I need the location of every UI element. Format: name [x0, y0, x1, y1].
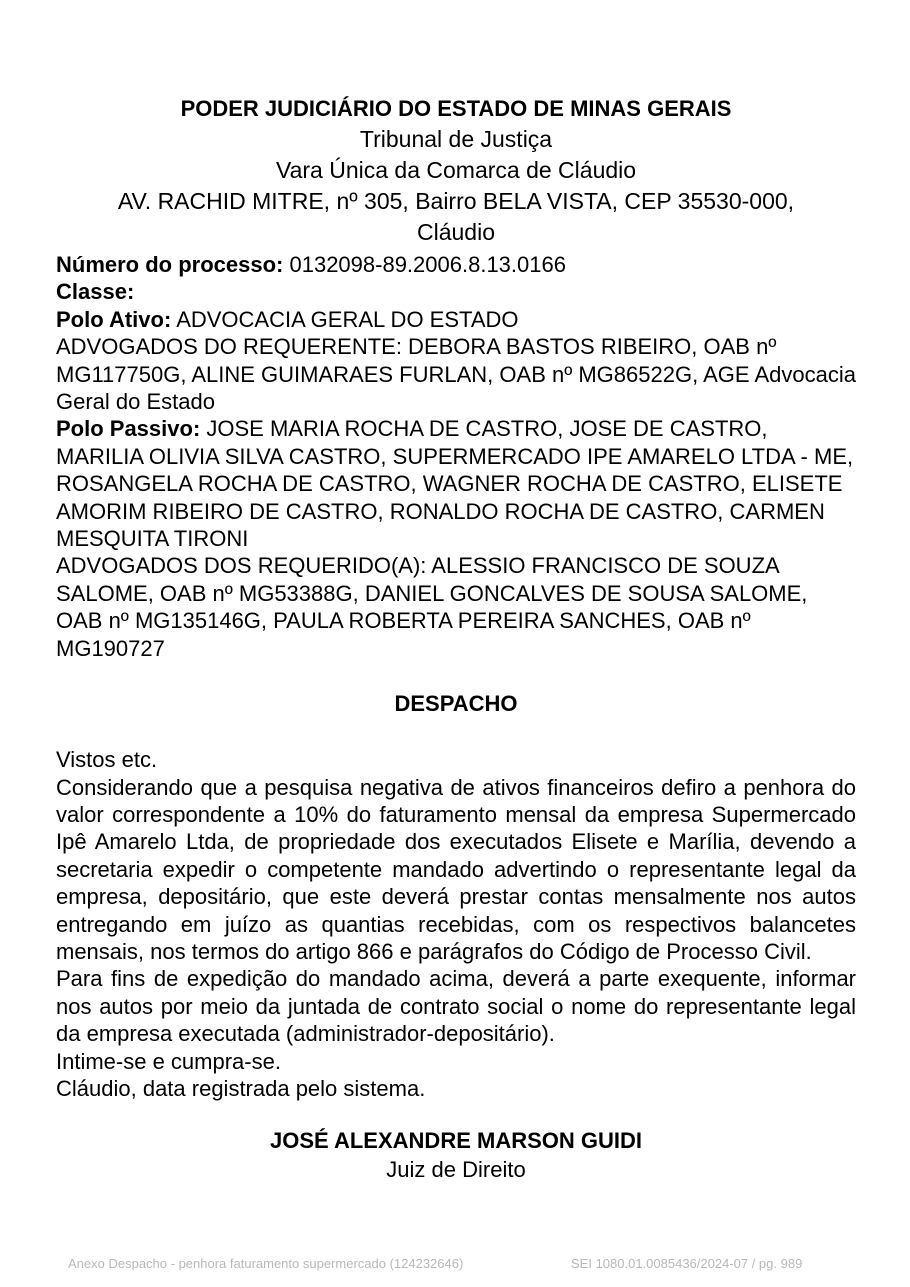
polo-ativo-label: Polo Ativo:: [56, 306, 172, 332]
process-number-row: [56, 251, 856, 278]
advogados-requerido: ADVOGADOS DOS REQUERIDO(A): ALESSIO FRANCISCO DE SOUZA SALOME, OAB nº MG53388G, DANIEL GONCALVES DE SOUSA SALOME, OAB nº MG135146G, PAULA ROBERTA PEREIRA SANCHES, OAB nº MG190727: [56, 553, 808, 661]
classe-row: [56, 278, 856, 305]
polo-passivo-row: [56, 415, 856, 552]
judge-name: JOSÉ ALEXANDRE MARSON GUIDI: [269, 1128, 642, 1154]
document-header: [56, 93, 856, 248]
advogados-requerente: ADVOGADOS DO REQUERENTE: DEBORA BASTOS RIBEIRO, OAB nº MG117750G, ALINE GUIMARAES FURLAN, OAB nº MG86522G, AGE Advocacia Geral do Estado: [56, 334, 856, 415]
classe-label: Classe:: [56, 279, 135, 305]
address-line-2: Cláudio: [417, 219, 495, 245]
signature-block: [56, 1126, 856, 1184]
polo-ativo-value: ADVOCACIA GERAL DO ESTADO: [171, 306, 519, 332]
vara-name: Vara Única da Comarca de Cláudio: [275, 157, 637, 183]
body-paragraph-5: Cláudio, data registrada pelo sistema.: [56, 1075, 426, 1101]
polo-ativo-row: [56, 306, 856, 333]
document-title: DESPACHO: [394, 691, 518, 717]
polo-passivo-value: JOSE MARIA ROCHA DE CASTRO, JOSE DE CASTRO, MARILIA OLIVIA SILVA CASTRO, SUPERMERCADO IPE AMARELO LTDA - ME, ROSANGELA ROCHA DE CASTRO, WAGNER ROCHA DE CASTRO, ELISETE AMORIM RIBEIRO DE CASTRO, RONALDO ROCHA DE CASTRO, CARMEN MESQUITA TIRONI: [56, 416, 854, 552]
process-info: [56, 251, 856, 662]
footer-sei-reference: SEI 1080.01.0085436/2024-07 / pg. 989: [571, 1256, 803, 1271]
judge-role: Juiz de Direito: [386, 1157, 526, 1183]
body-paragraph-4: Intime-se e cumpra-se.: [56, 1048, 281, 1074]
court-name: PODER JUDICIÁRIO DO ESTADO DE MINAS GERAIS: [180, 96, 732, 121]
process-number-value: 0132098-89.2006.8.13.0166: [283, 252, 566, 277]
body-paragraph-3: Para fins de expedição do mandado acima, deverá a parte exequente, informar nos autos por meio da juntada de contrato social o nome do representante legal da empresa executada (administrador-depositário).: [56, 966, 856, 1047]
document-body: [56, 746, 856, 1102]
process-number-label: Número do processo:: [56, 252, 284, 277]
address-line-1: AV. RACHID MITRE, nº 305, Bairro BELA VISTA, CEP 35530-000,: [117, 188, 795, 214]
document-page: [56, 93, 856, 1184]
tribunal-name: Tribunal de Justiça: [359, 126, 553, 152]
body-paragraph-1: Vistos etc.: [56, 747, 158, 773]
body-paragraph-2: Considerando que a pesquisa negativa de ativos financeiros defiro a penhora do valor correspondente a 10% do faturamento mensal da empresa Supermercado Ipê Amarelo Ltda, de propriedade dos executados Elisete e Marília, devendo a secretaria expedir o competente mandado advertindo o representante legal da empresa, depositário, que este deverá prestar contas mensalmente nos autos entregando em juízo as quantias recebidas, com os respectivos balancetes mensais, nos termos do artigo 866 e parágrafos do Código de Processo Civil.: [56, 774, 856, 964]
polo-passivo-label: Polo Passivo:: [56, 416, 201, 442]
footer-document-name: Anexo Despacho - penhora faturamento supermercado (124232646): [68, 1256, 464, 1271]
